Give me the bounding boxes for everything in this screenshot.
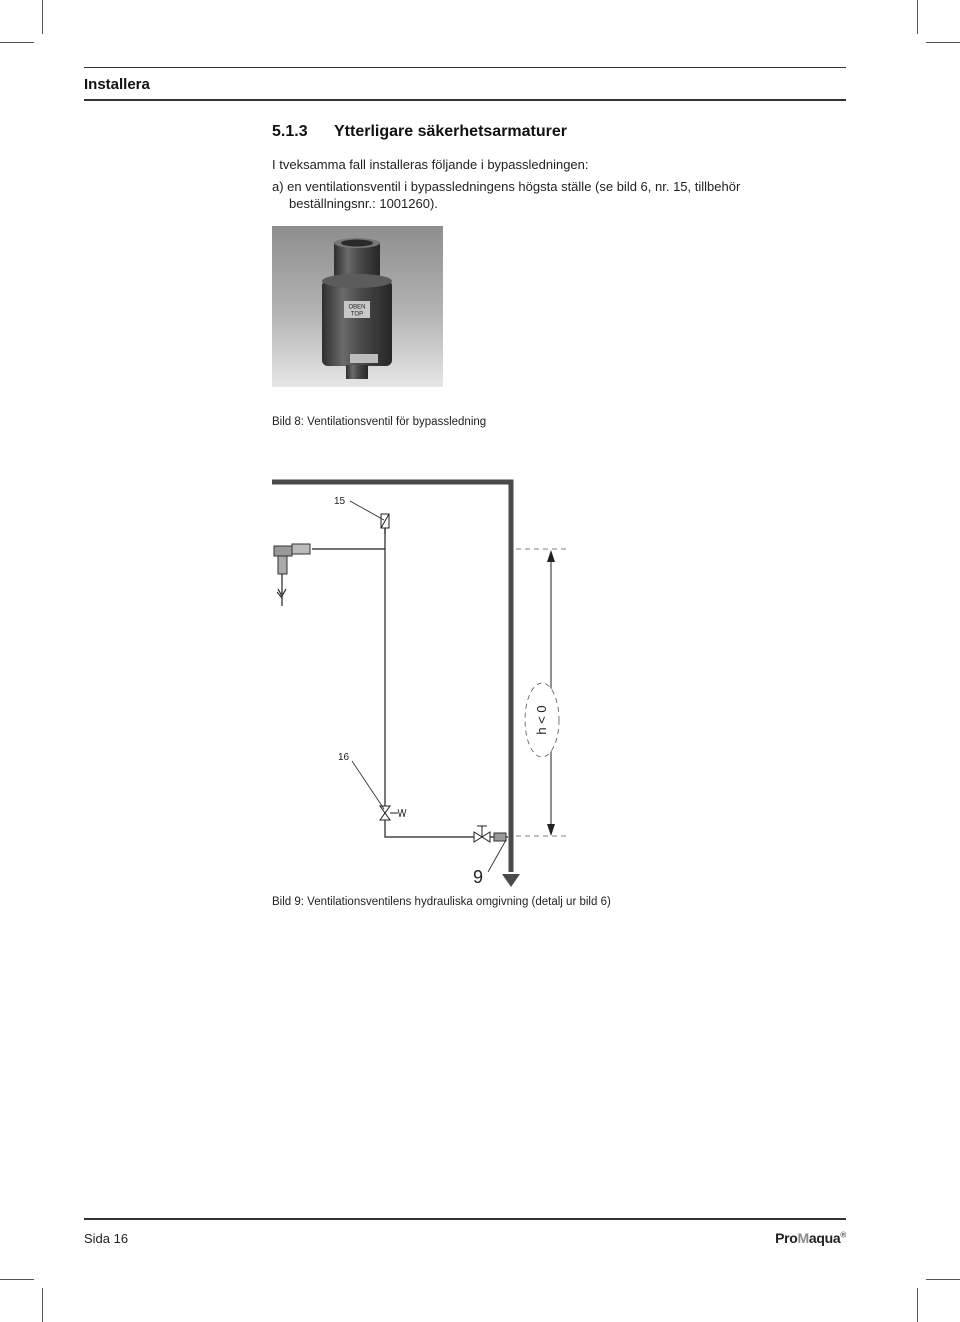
figure9-caption: Bild 9: Ventilationsventilens hydrauliska omgivning (detalj ur bild 6): [272, 896, 611, 908]
label-15: 15: [334, 496, 346, 507]
shutoff-valve-9: [474, 826, 506, 842]
figure8-caption: Bild 8: Ventilationsventil för bypassledning: [272, 416, 487, 428]
crop-mark: [917, 0, 918, 34]
crop-mark: [926, 1279, 960, 1280]
logo-pro: Pro: [775, 1230, 798, 1246]
photo-label-oben: OBEN: [348, 304, 366, 311]
hydraulic-diagram: [266, 476, 596, 896]
page-number: Sida 16: [84, 1231, 129, 1246]
crop-mark: [0, 1279, 34, 1280]
height-label: h < 0: [534, 705, 549, 735]
footer-rule: [84, 1218, 846, 1220]
header-bottom-rule: [84, 99, 846, 101]
logo-registered: ®: [840, 1230, 846, 1240]
pump-symbol: [274, 544, 385, 606]
flow-arrow: [502, 874, 520, 887]
crop-mark: [917, 1288, 918, 1322]
check-valve-16: [380, 806, 406, 820]
crop-mark: [926, 42, 960, 43]
logo-aqua: aqua: [808, 1230, 841, 1246]
item-a-line2: beställningsnr.: 1001260).: [289, 196, 438, 211]
leader-16: [352, 761, 384, 809]
ventilation-valve-photo: [272, 226, 443, 387]
connection-line: [385, 518, 478, 837]
logo-m: M: [797, 1230, 809, 1246]
section-title: Ytterligare säkerhetsarmaturer: [334, 123, 568, 140]
section-heading: [272, 123, 567, 141]
section-number: 5.1.3: [272, 123, 308, 140]
leader-15: [350, 501, 384, 520]
header-section-title: Installera: [84, 76, 150, 93]
crop-mark: [42, 1288, 43, 1322]
leader-9: [488, 840, 506, 872]
photo-label-top: TOP: [350, 311, 364, 318]
crop-mark: [42, 0, 43, 34]
label-16: 16: [338, 752, 350, 763]
intro-text: I tveksamma fall installeras följande i bypassledningen:: [272, 157, 589, 172]
crop-mark: [0, 42, 34, 43]
item-a-line1: a) en ventilationsventil i bypassledningens högsta ställe (se bild 6, nr. 15, tillbehör: [272, 179, 741, 194]
promaqua-logo: [775, 1230, 846, 1246]
header-top-rule: [84, 67, 846, 68]
label-9: 9: [473, 867, 484, 887]
